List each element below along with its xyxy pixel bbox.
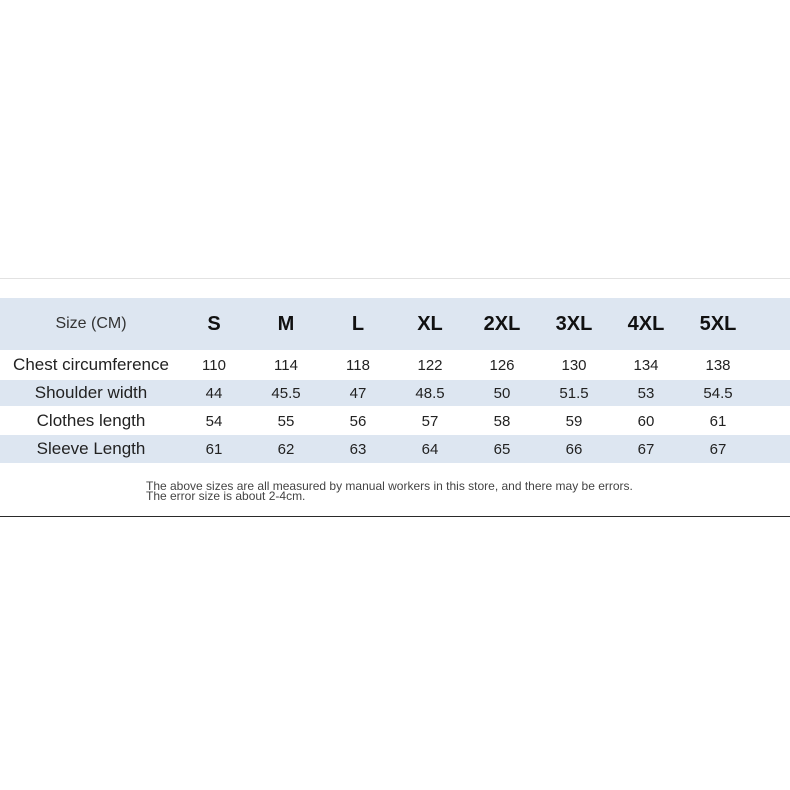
table-cell: 134 bbox=[633, 356, 659, 374]
table-cell: 62 bbox=[277, 440, 295, 458]
table-cell: 55 bbox=[277, 412, 295, 430]
bottom-divider bbox=[0, 516, 790, 517]
table-row-chest bbox=[0, 352, 790, 378]
size-column-header: M bbox=[277, 312, 295, 335]
row-label: Sleeve Length bbox=[36, 439, 146, 458]
table-cell: 67 bbox=[709, 440, 727, 458]
table-cell: 48.5 bbox=[415, 384, 445, 402]
size-column-header: 3XL bbox=[555, 312, 593, 335]
table-cell: 61 bbox=[205, 440, 223, 458]
table-cell: 45.5 bbox=[271, 384, 301, 402]
table-cell: 67 bbox=[637, 440, 655, 458]
table-cell: 54.5 bbox=[703, 384, 733, 402]
table-cell: 65 bbox=[493, 440, 511, 458]
error-note: The error size is about 2-4cm. bbox=[146, 489, 306, 503]
table-cell: 130 bbox=[561, 356, 587, 374]
table-cell: 64 bbox=[421, 440, 439, 458]
table-cell: 51.5 bbox=[559, 384, 589, 402]
size-column-header: XL bbox=[417, 312, 443, 335]
table-cell: 61 bbox=[709, 412, 727, 430]
row-label: Shoulder width bbox=[34, 383, 148, 402]
table-cell: 44 bbox=[205, 384, 223, 402]
measurement-note: The above sizes are all measured by manual workers in this store, and there may be errors. bbox=[146, 479, 633, 493]
table-cell: 54 bbox=[205, 412, 223, 430]
table-cell: 66 bbox=[565, 440, 583, 458]
table-cell: 63 bbox=[349, 440, 367, 458]
table-cell: 50 bbox=[493, 384, 511, 402]
size-column-header: 4XL bbox=[627, 312, 665, 335]
size-column-header: L bbox=[351, 312, 365, 335]
table-cell: 53 bbox=[637, 384, 655, 402]
table-cell: 114 bbox=[274, 356, 298, 374]
table-cell: 110 bbox=[202, 356, 226, 374]
table-cell: 56 bbox=[349, 412, 367, 430]
table-cell: 122 bbox=[417, 356, 443, 374]
table-header-row bbox=[0, 298, 790, 350]
table-cell: 58 bbox=[493, 412, 511, 430]
table-cell: 118 bbox=[346, 356, 370, 374]
table-cell: 59 bbox=[565, 412, 583, 430]
table-cell: 126 bbox=[489, 356, 515, 374]
table-cell: 57 bbox=[421, 412, 439, 430]
size-column-header: 2XL bbox=[483, 312, 521, 335]
table-cell: 60 bbox=[637, 412, 655, 430]
size-column-header: S bbox=[207, 312, 221, 335]
table-cell: 138 bbox=[705, 356, 731, 374]
table-row-shoulder bbox=[0, 380, 790, 406]
row-label: Clothes length bbox=[36, 411, 146, 430]
table-cell: 47 bbox=[349, 384, 367, 402]
row-label: Chest circumference bbox=[13, 355, 169, 374]
size-header-label: Size (CM) bbox=[55, 315, 127, 332]
size-column-header: 5XL bbox=[699, 312, 737, 335]
table-row-sleeve bbox=[0, 435, 790, 463]
table-row-length bbox=[0, 408, 790, 434]
top-divider bbox=[0, 278, 790, 279]
